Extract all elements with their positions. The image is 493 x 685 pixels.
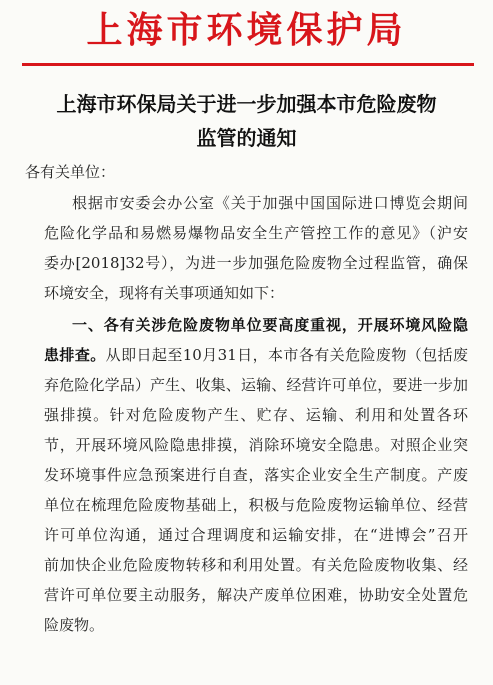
document-title-line-1: 上海市环保局关于进一步加强本市危险废物 (56, 92, 437, 116)
paragraph2-line-1-text: 从即日起至10月31日，本市各有关危险废物（包括废 (105, 346, 468, 364)
salutation: 各有关单位： (25, 163, 116, 181)
letterhead-title: 上海市环境保护局 (86, 9, 407, 51)
paragraph2-line-8: 前加快企业危险废物转移和利用处置。有关危险废物收集、经 (44, 556, 468, 574)
paragraph2-line-2: 弃危险化学品）产生、收集、运输、经营许可单位，要进一步加 (44, 376, 468, 394)
paragraph2-line-1 (44, 343, 468, 367)
paragraph2-line-4: 节，开展环境风险隐患排摸，消除环境安全隐患。对照企业突 (44, 436, 468, 454)
document-title-line-2: 监管的通知 (196, 126, 297, 150)
paragraph2-line-7: 许可单位沟通，通过合理调度和运输安排，在“进博会”召开 (44, 526, 468, 544)
paragraph2-line-9: 营许可单位要主动服务，解决产废单位困难，协助安全处置危 (44, 586, 468, 604)
paragraph1-line-3: 委办[2018]32号），为进一步加强危险废物全过程监管，确保 (44, 254, 468, 272)
paragraph2-line-5: 发环境事件应急预案进行自查，落实企业安全生产制度。产废 (44, 466, 468, 484)
paragraph2-line-6: 单位在梳理危险废物基础上，积极与危险废物运输单位、经营 (44, 496, 468, 514)
paragraph2-lead-bold-cont: 患排查。 (44, 346, 106, 364)
paragraph2-line-10: 险废物。 (44, 616, 105, 634)
paragraph2-line-3: 强排摸。针对危险废物产生、贮存、运输、利用和处置各环 (44, 406, 468, 424)
paragraph1-line-4: 环境安全，现将有关事项通知如下： (44, 284, 285, 302)
paragraph1-line-1: 根据市安委会办公室《关于加强中国国际进口博览会期间 (72, 194, 468, 212)
letterhead-red-rule (22, 63, 474, 66)
paragraph1-line-2: 危险化学品和易燃易爆物品安全生产管控工作的意见》（沪安 (44, 224, 468, 242)
paragraph2-lead-bold: 一、各有关涉危险废物单位要高度重视，开展环境风险隐 (72, 316, 468, 334)
